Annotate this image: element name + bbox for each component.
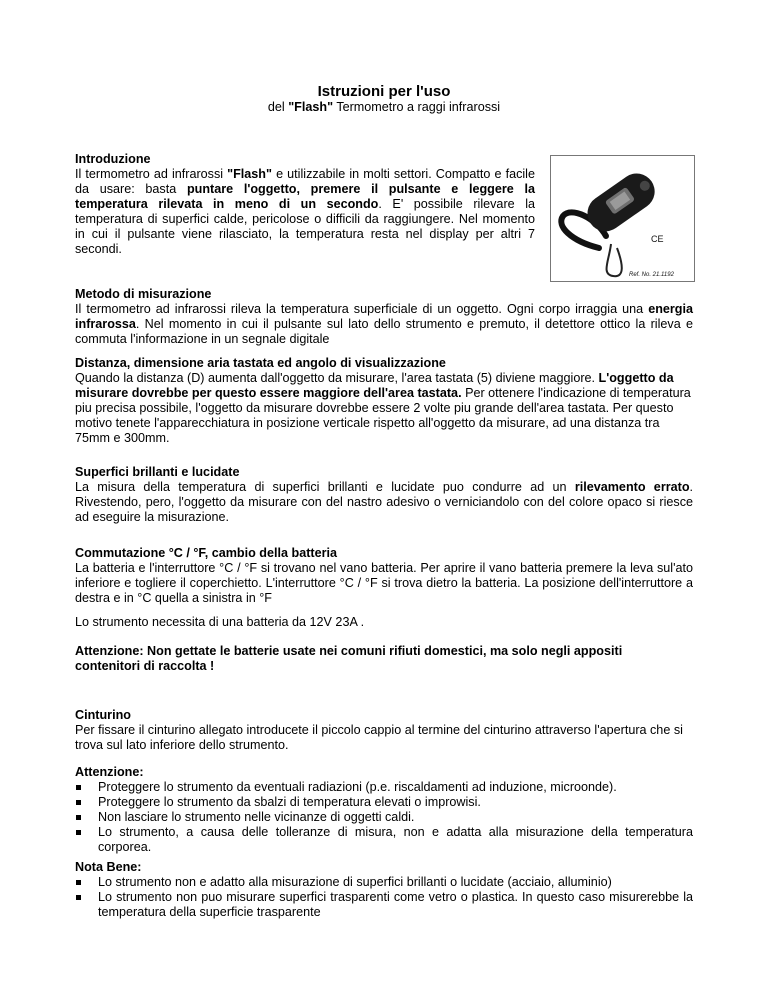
bullet-icon (76, 815, 81, 820)
subtitle-brand: "Flash" (288, 100, 334, 114)
superfici-b1: rilevamento errato (574, 480, 690, 494)
distanza-t2: Per ottenere l'indicazione di temperatura piu precisa possibile, l'oggetto da misurare dovrebbe essere 2 volte piu grande dell'area tastata. Per questo motivo tenete l'apparecchiatura in posizione verticale rispetto all'oggetto da misurare, ad una distanza tra 75mm e 300mm. (75, 386, 691, 445)
metodo-t2: . Nel momento in cui il pulsante sul lato dello strumento e premuto, il detettore ottico la rileva e commuta l'informazione in un segnale digitale (75, 317, 693, 346)
metodo-b1: energia infrarossa (75, 302, 693, 331)
bullet-icon (76, 895, 81, 900)
intro-b1: "Flash" (227, 167, 272, 181)
list-item: Proteggere lo strumento da sbalzi di temperatura elevati o improwisi. (75, 795, 693, 810)
nota-heading: Nota Bene: (75, 860, 142, 874)
superfici-text (75, 480, 693, 525)
intro-text (75, 167, 535, 257)
list-item: Lo strumento non puo misurare superfici trasparenti come vetro o plastica. In questo caso misurerebbe la temperatura della superficie trasparente (75, 890, 693, 920)
product-photo (550, 155, 695, 282)
bullet-icon (76, 785, 81, 790)
bullet-icon (76, 880, 81, 885)
list-item: Lo strumento, a causa delle tolleranze di misura, non e adatta alla misurazione della temperatura corporea. (75, 825, 693, 855)
subtitle-post: Termometro a raggi infrarossi (333, 100, 501, 114)
section-attenzione (75, 765, 693, 855)
intro-heading: Introduzione (75, 152, 151, 166)
list-item: Non lasciare lo strumento nelle vicinanze di oggetti caldi. (75, 810, 693, 825)
ce-mark: CE (651, 234, 664, 244)
list-item: Lo strumento non e adatto alla misurazione di superfici brillanti o lucidate (acciaio, alluminio) (75, 875, 693, 890)
superfici-t2: . Rivestendo, pero, l'oggetto da misurare con del nastro adesivo o verniciandolo con del colore opaco si riesce ad eseguire la misurazione. (75, 480, 694, 524)
section-intro (75, 152, 535, 257)
intro-t2: e utilizzabile in molti settori. Compatto e facile da usare: basta (75, 167, 535, 196)
intro-t3: . E' possibile rilevare la temperatura di superfici calde, pericolose o difficili da raggiungere. Nel momento in cui il pulsante viene rilasciato, la temperatura resta nel display per altri 7 secondi. (75, 197, 535, 256)
battery-note: Lo strumento necessita di una batteria da 12V 23A . (75, 615, 365, 629)
metodo-t1: Il termometro ad infrarossi rileva la temperatura superficiale di un oggetto. Ogni corpo irraggia una (75, 302, 649, 316)
nota-list (75, 875, 693, 920)
document-subtitle (75, 100, 693, 115)
bullet-icon (76, 800, 81, 805)
attenzione-list (75, 780, 693, 855)
attenzione-heading: Attenzione: (75, 765, 144, 779)
section-cinturino (75, 708, 693, 753)
thermometer-image (551, 156, 694, 281)
intro-t1: Il termometro ad infrarossi (75, 167, 228, 181)
section-commutazione (75, 546, 693, 606)
subtitle-pre: del (267, 100, 289, 114)
distanza-heading: Distanza, dimensione aria tastata ed angolo di visualizzazione (75, 356, 446, 370)
cinturino-heading: Cinturino (75, 708, 131, 722)
commutazione-heading: Commutazione °C / °F, cambio della batteria (75, 546, 337, 560)
section-distanza (75, 356, 693, 446)
distanza-b1: L'oggetto da misurare dovrebbe per questo essere maggiore dell'area tastata. (75, 371, 674, 400)
disposal-warning: Attenzione: Non gettate le batterie usate nei comuni rifiuti domestici, ma solo negli appositi contenitori di raccolta ! (75, 644, 623, 673)
distanza-text (75, 371, 693, 446)
document-title: Istruzioni per l'uso (317, 83, 451, 100)
superfici-heading: Superfici brillanti e lucidate (75, 465, 240, 479)
list-item: Proteggere lo strumento da eventuali radiazioni (p.e. riscaldamenti ad induzione, microonde). (75, 780, 693, 795)
intro-b2: puntare l'oggetto, premere il pulsante e leggere la temperatura rilevata in meno di un secondo (75, 182, 535, 211)
lanyard-cord (607, 244, 622, 276)
section-metodo (75, 287, 693, 347)
distanza-t1: Quando la distanza (D) aumenta dall'oggetto da misurare, l'area tastata (5) diviene maggiore. (75, 371, 599, 385)
cinturino-text: Per fissare il cinturino allegato introducete il piccolo cappio al termine del cinturino attraverso l'apertura che si trova sul lato inferiore dello strumento. (75, 723, 683, 752)
commutazione-text: La batteria e l'interruttore °C / °F si trovano nel vano batteria. Per aprire il vano batteria premere la leva sul'ato inferiore e togliere il coperchietto. L'interruttore °C / °F si trova dietro la batteria. La posizione dell'interruttore a destra e in °C quella a sinistra in °F (75, 561, 693, 605)
ref-number: Ref. No. 21.1192 (629, 272, 674, 278)
section-nota (75, 860, 693, 920)
metodo-text (75, 302, 693, 347)
metodo-heading: Metodo di misurazione (75, 287, 212, 301)
section-superfici (75, 465, 693, 525)
superfici-t1: La misura della temperatura di superfici brillanti e lucidate puo condurre ad un (75, 480, 575, 494)
bullet-icon (76, 830, 81, 835)
